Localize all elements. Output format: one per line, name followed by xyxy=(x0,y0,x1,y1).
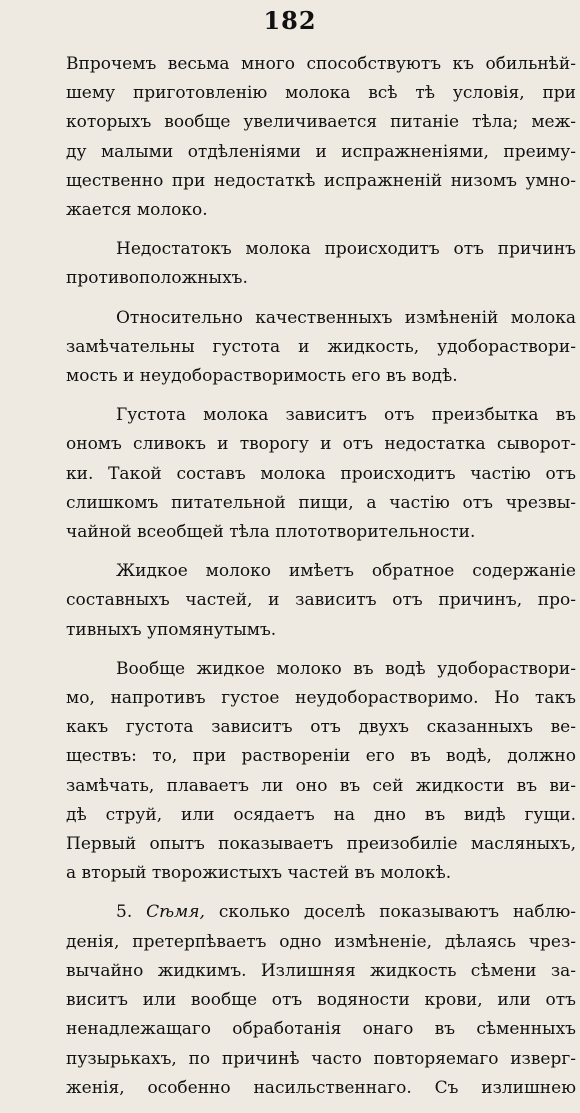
text-line: какъ густота зависитъ отъ двухъ сказанныхъ ве- xyxy=(66,717,576,738)
text-line: виситъ или вообще отъ водяности крови, или отъ xyxy=(66,990,576,1011)
text-line: противоположныхъ. xyxy=(66,268,248,289)
body-text xyxy=(66,50,576,1113)
text-line xyxy=(66,898,576,927)
text-line: денія, претерпѣваетъ одно измѣненіе, дѣлаясь чрез- xyxy=(66,931,576,952)
text-line: шему приготовленію молока всѣ тѣ условія, при xyxy=(66,83,576,104)
text-line: замѣчать, плаваетъ ли оно въ сей жидкости въ ви- xyxy=(66,775,576,796)
paragraph-1 xyxy=(66,50,576,225)
text-line: Относительно качественныхъ измѣненій молока xyxy=(116,307,576,328)
text-line: жается молоко. xyxy=(66,200,208,221)
text-line: Впрочемъ весьма много способствуютъ къ обильнѣй- xyxy=(66,54,576,74)
paragraph-7 xyxy=(66,898,576,1102)
text-line: женія, особенно насильственнаго. Съ излишнею xyxy=(66,1077,576,1098)
paragraph-6 xyxy=(66,655,576,889)
text-line: вычайно жидкимъ. Излишняя жидкость сѣмени за- xyxy=(66,960,576,981)
text-line: ду малыми отдѣленіями и испражненіями, преиму- xyxy=(66,141,576,162)
section-heading: Сѣмя, xyxy=(146,902,205,923)
text-line: мость и неудоборастворимость его въ водѣ. xyxy=(66,366,458,387)
text-line: ономъ сливокъ и творогу и отъ недостатка сыворот- xyxy=(66,434,576,455)
text-line: пузырькахъ, по причинѣ часто повторяемаго изверг- xyxy=(66,1048,576,1069)
text-line: Первый опытъ показываетъ преизобиліе масляныхъ, xyxy=(66,834,576,855)
text-line: а вторый творожистыхъ частей въ молокѣ. xyxy=(66,863,452,884)
text-line: Вообще жидкое молоко въ водѣ удобораствори- xyxy=(116,658,576,679)
paragraph-5 xyxy=(66,557,576,645)
text-line: чайной всеобщей тѣла плототворительности. xyxy=(66,522,476,543)
text-line: Густота молока зависитъ отъ преизбытка въ xyxy=(116,405,576,426)
text-line: Жидкое молоко имѣетъ обратное содержаніе xyxy=(116,561,576,582)
text-line: ненадлежащаго обработанія онаго въ сѣменныхъ xyxy=(66,1019,576,1040)
page-number: 182 xyxy=(263,6,317,35)
paragraph-3 xyxy=(66,304,576,392)
text-line: Недостатокъ молока происходитъ отъ причинъ xyxy=(116,239,576,260)
text-line: тивныхъ упомянутымъ. xyxy=(66,619,277,640)
text-line-content: сколько доселѣ показываютъ наблю- xyxy=(218,902,577,923)
text-line: ществъ: то, при раствореніи его въ водѣ, должно xyxy=(66,746,576,767)
paragraph-4 xyxy=(66,401,576,547)
section-number: 5. xyxy=(116,902,133,923)
paragraph-2 xyxy=(66,235,576,293)
text-line: которыхъ вообще увеличивается питаніе тѣла; меж- xyxy=(66,112,576,133)
text-line: мо, напротивъ густое неудоборастворимо. Но такъ xyxy=(66,688,576,709)
text-line: ки. Такой составъ молока происходитъ частію отъ xyxy=(66,463,576,484)
text-line: дѣ струй, или осядаетъ на дно въ видѣ гущи. xyxy=(66,804,576,825)
text-line: слишкомъ питательной пищи, а частію отъ чрезвы- xyxy=(66,492,576,513)
text-line: щественно при недостаткѣ испражненій низомъ умно- xyxy=(66,170,576,191)
text-line: составныхъ частей, и зависитъ отъ причинъ, про- xyxy=(66,590,576,611)
text-line: замѣчательны густота и жидкость, удобораствори- xyxy=(66,336,576,357)
